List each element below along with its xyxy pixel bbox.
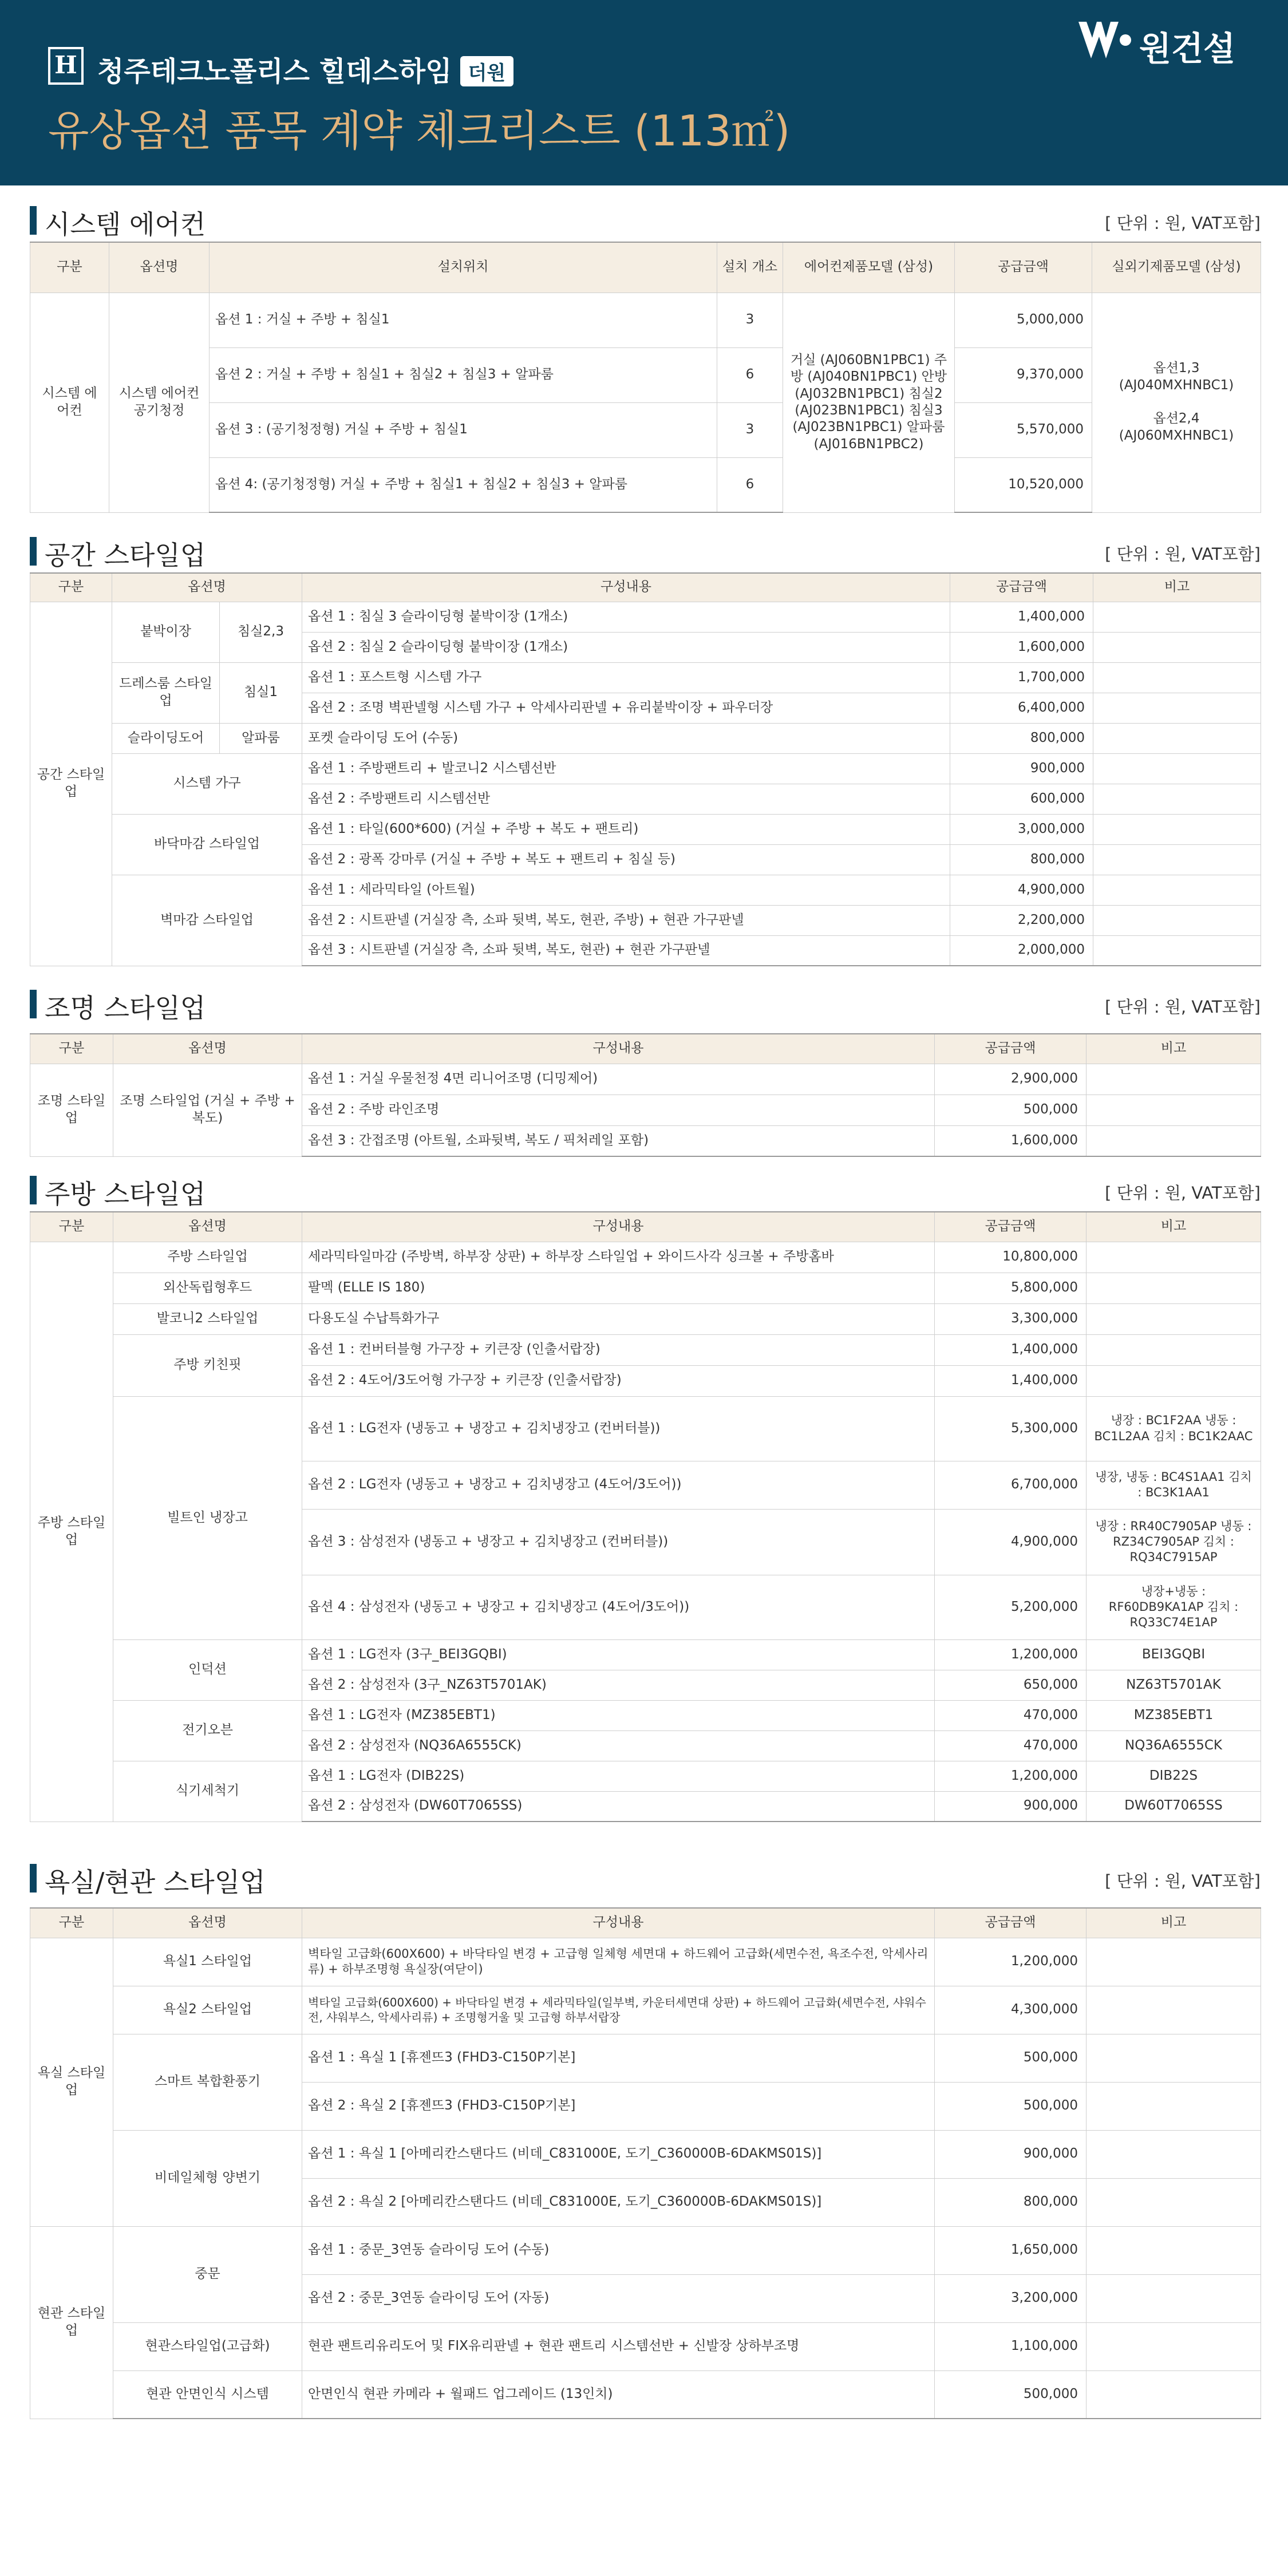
unit-label: [ 단위 : 원, VAT포함] (1105, 1871, 1261, 1891)
content-cell: 옵션 1 : 중문_3연동 슬라이딩 도어 (수동) (302, 2226, 935, 2274)
content-cell: 안면인식 현관 카메라 + 월패드 업그레이드 (13인치) (302, 2370, 935, 2419)
hildesheim-logo-icon: H (48, 47, 84, 85)
company-logo-text: 원건설 (1139, 29, 1236, 68)
note-cell: BEI3GQBI (1086, 1639, 1261, 1670)
note-cell (1086, 1273, 1261, 1303)
note-cell: NQ36A6555CK (1086, 1730, 1261, 1761)
price-cell: 800,000 (950, 844, 1093, 875)
count-cell: 3 (717, 402, 783, 457)
section-title: 주방 스타일업 (45, 1179, 206, 1210)
content-cell: 옵션 1 : LG전자 (MZ385EBT1) (302, 1700, 935, 1730)
option-name-cell: 슬라이딩도어 (112, 723, 220, 753)
price-cell: 800,000 (950, 723, 1093, 753)
col-header: 구분 (30, 1212, 113, 1242)
option-name-cell: 인덕션 (113, 1639, 302, 1700)
price-cell: 1,600,000 (950, 632, 1093, 662)
note-cell (1086, 1064, 1261, 1095)
note-cell (1086, 2274, 1261, 2322)
unit-label: [ 단위 : 원, VAT포함] (1105, 544, 1261, 564)
note-cell (1086, 1125, 1261, 1156)
note-cell: DW60T7065SS (1086, 1791, 1261, 1822)
table-row (30, 2370, 1261, 2419)
room-cell: 알파룸 (220, 723, 302, 753)
option-name-cell: 식기세척기 (113, 1761, 302, 1822)
price-cell: 5,200,000 (935, 1575, 1086, 1639)
content-cell: 옵션 1 : 타일(600*600) (거실 + 주방 + 복도 + 팬트리) (302, 814, 950, 844)
location-cell: 옵션 4: (공기청정형) 거실 + 주방 + 침실1 + 침실2 + 침실3 + 알파룸 (210, 457, 717, 512)
category-cell: 시스템 에어컨 (30, 293, 109, 512)
table-row (30, 602, 1261, 632)
price-cell: 500,000 (935, 2082, 1086, 2130)
table-row (30, 1064, 1261, 1095)
room-cell: 침실1 (220, 662, 302, 723)
section-header (30, 529, 1261, 569)
section-bath-entrance-styleup (30, 1856, 1261, 2419)
option-name-cell: 주방 키친핏 (113, 1334, 302, 1396)
note-cell (1093, 723, 1261, 753)
option-name-cell: 현관 안면인식 시스템 (113, 2370, 302, 2419)
project-name-text: 청주테크노폴리스 힐데스하임 (97, 56, 452, 88)
table-row (30, 662, 1261, 693)
price-cell: 500,000 (935, 1095, 1086, 1125)
price-cell: 2,900,000 (935, 1064, 1086, 1095)
price-cell: 1,200,000 (935, 1938, 1086, 1986)
price-cell: 1,400,000 (935, 1365, 1086, 1396)
content-cell: 옵션 2 : 주방팬트리 시스템선반 (302, 784, 950, 814)
table-row (30, 457, 1261, 512)
col-header: 구분 (30, 1908, 113, 1938)
table-row (30, 1303, 1261, 1334)
content-cell: 옵션 2 : 삼성전자 (NQ36A6555CK) (302, 1730, 935, 1761)
unit-label: [ 단위 : 원, VAT포함] (1105, 1183, 1261, 1203)
col-header: 구성내용 (302, 573, 950, 602)
table-row (30, 1396, 1261, 1461)
note-cell (1086, 2130, 1261, 2178)
content-cell: 옵션 2 : 시트판넬 (거실장 측, 소파 뒷벽, 복도, 현관, 주방) + 현관 가구판넬 (302, 905, 950, 935)
kitchen-table (30, 1211, 1261, 1822)
table-row (30, 293, 1261, 347)
price-cell: 1,100,000 (935, 2322, 1086, 2370)
table-row (30, 753, 1261, 784)
option-name-cell: 전기오븐 (113, 1700, 302, 1761)
category-cell: 현관 스타일업 (30, 2226, 113, 2419)
content-cell: 포켓 슬라이딩 도어 (수동) (302, 723, 950, 753)
table-row (30, 2034, 1261, 2082)
price-cell: 1,650,000 (935, 2226, 1086, 2274)
col-header: 공급금액 (935, 1212, 1086, 1242)
price-cell: 2,000,000 (950, 935, 1093, 966)
price-cell: 5,800,000 (935, 1273, 1086, 1303)
note-cell (1086, 1242, 1261, 1273)
count-cell: 6 (717, 347, 783, 402)
section-title: 욕실/현관 스타일업 (45, 1867, 266, 1898)
unit-label: [ 단위 : 원, VAT포함] (1105, 214, 1261, 233)
price-cell: 5,300,000 (935, 1396, 1086, 1461)
location-cell: 옵션 3 : (공기청정형) 거실 + 주방 + 침실1 (210, 402, 717, 457)
content-cell: 옵션 3 : 간접조명 (아트월, 소파뒷벽, 복도 / 픽처레일 포함) (302, 1125, 935, 1156)
content-cell: 옵션 4 : 삼성전자 (냉동고 + 냉장고 + 김치냉장고 (4도어/3도어)) (302, 1575, 935, 1639)
note-cell (1093, 753, 1261, 784)
note-cell (1086, 2082, 1261, 2130)
note-cell (1093, 814, 1261, 844)
table-row (30, 1700, 1261, 1730)
price-cell: 3,200,000 (935, 2274, 1086, 2322)
col-header: 구성내용 (302, 1034, 935, 1064)
content-cell: 옵션 1 : LG전자 (DIB22S) (302, 1761, 935, 1791)
price-cell: 6,700,000 (935, 1461, 1086, 1509)
note-cell (1093, 935, 1261, 966)
col-header: 구성내용 (302, 1212, 935, 1242)
table-row (30, 1938, 1261, 1986)
content-cell: 옵션 1 : 욕실 1 [휴젠뜨3 (FHD3-C150P기본] (302, 2034, 935, 2082)
outdoor-model-cell (1092, 293, 1261, 512)
count-cell: 3 (717, 293, 783, 347)
price-cell: 500,000 (935, 2034, 1086, 2082)
content-cell: 옵션 3 : 시트판넬 (거실장 측, 소파 뒷벽, 복도, 현관) + 현관 가구판넬 (302, 935, 950, 966)
note-cell: MZ385EBT1 (1086, 1700, 1261, 1730)
price-cell: 900,000 (935, 2130, 1086, 2178)
note-cell (1086, 2226, 1261, 2274)
price-cell: 6,400,000 (950, 693, 1093, 723)
section-header (30, 198, 1261, 238)
option-name-cell: 드레스룸 스타일업 (112, 662, 220, 723)
price-cell: 5,000,000 (955, 293, 1092, 347)
table-row (30, 2226, 1261, 2274)
content-cell: 옵션 2 : 욕실 2 [휴젠뜨3 (FHD3-C150P기본] (302, 2082, 935, 2130)
content-cell: 세라믹타일마감 (주방벽, 하부장 상판) + 하부장 스타일업 + 와이드사각 싱크볼 + 주방홈바 (302, 1242, 935, 1273)
option-name-cell: 비데일체형 양변기 (113, 2130, 302, 2226)
price-cell: 1,200,000 (935, 1639, 1086, 1670)
note-cell (1093, 632, 1261, 662)
note-cell: 냉장 : BC1F2AA 냉동 : BC1L2AA 김치 : BC1K2AAC (1086, 1396, 1261, 1461)
price-cell: 1,400,000 (950, 602, 1093, 632)
table-row (30, 1761, 1261, 1791)
company-logo-icon (1076, 17, 1133, 63)
note-cell (1093, 875, 1261, 905)
option-name-cell: 욕실1 스타일업 (113, 1938, 302, 1986)
col-header: 에어컨제품모델 (삼성) (783, 242, 955, 293)
content-cell: 옵션 1 : 주방팬트리 + 발코니2 시스템선반 (302, 753, 950, 784)
content-cell: 옵션 1 : 욕실 1 [아메리칸스탠다드 (비데_C831000E, 도기_C360000B-6DAKMS01S)] (302, 2130, 935, 2178)
note-cell (1093, 662, 1261, 693)
section-system-aircon (30, 198, 1261, 513)
option-name-cell: 중문 (113, 2226, 302, 2322)
indoor-model-cell: 거실 (AJ060BN1PBC1) 주방 (AJ040BN1PBC1) 안방 (AJ032BN1PBC1) 침실2 (AJ023BN1PBC1) 침실3 (AJ023BN1PBC1) 알파룸 (AJ016BN1PBC2) (783, 293, 955, 512)
col-header: 공급금액 (955, 242, 1092, 293)
col-header: 공급금액 (935, 1034, 1086, 1064)
col-header: 옵션명 (109, 242, 210, 293)
content-cell: 옵션 2 : 삼성전자 (DW60T7065SS) (302, 1791, 935, 1822)
option-name-cell: 빌트인 냉장고 (113, 1396, 302, 1639)
note-cell (1086, 2178, 1261, 2226)
price-cell: 4,300,000 (935, 1986, 1086, 2034)
note-cell (1086, 1303, 1261, 1334)
price-cell: 4,900,000 (935, 1509, 1086, 1575)
note-cell: NZ63T5701AK (1086, 1670, 1261, 1700)
outdoor-model-a: 옵션1,3 (AJ040MXHNBC1) (1119, 361, 1234, 393)
content-cell: 옵션 2 : 4도어/3도어형 가구장 + 키큰장 (인출서랍장) (302, 1365, 935, 1396)
price-cell: 1,400,000 (935, 1334, 1086, 1365)
option-name-cell: 바닥마감 스타일업 (112, 814, 302, 875)
price-cell: 10,800,000 (935, 1242, 1086, 1273)
note-cell (1086, 1365, 1261, 1396)
price-cell: 3,000,000 (950, 814, 1093, 844)
content-cell: 옵션 3 : 삼성전자 (냉동고 + 냉장고 + 김치냉장고 (컨버터블)) (302, 1509, 935, 1575)
content-cell: 옵션 2 : 욕실 2 [아메리칸스탠다드 (비데_C831000E, 도기_C360000B-6DAKMS01S)] (302, 2178, 935, 2226)
price-cell: 4,900,000 (950, 875, 1093, 905)
table-row (30, 2130, 1261, 2178)
col-header: 공급금액 (935, 1908, 1086, 1938)
note-cell: DIB22S (1086, 1761, 1261, 1791)
content-cell: 옵션 1 : 세라믹타일 (아트월) (302, 875, 950, 905)
section-marker (30, 537, 37, 566)
option-name-cell: 시스템 에어컨 공기청정 (109, 293, 210, 512)
category-cell: 주방 스타일업 (30, 1242, 113, 1822)
price-cell: 3,300,000 (935, 1303, 1086, 1334)
price-cell: 650,000 (935, 1670, 1086, 1700)
table-row (30, 1986, 1261, 2034)
note-cell (1093, 693, 1261, 723)
price-cell: 1,600,000 (935, 1125, 1086, 1156)
price-cell: 470,000 (935, 1730, 1086, 1761)
section-lighting-styleup (30, 982, 1261, 1157)
col-header: 비고 (1086, 1034, 1261, 1064)
option-name-cell: 욕실2 스타일업 (113, 1986, 302, 2034)
section-header (30, 982, 1261, 1022)
price-cell: 600,000 (950, 784, 1093, 814)
content-cell: 다용도실 수납특화가구 (302, 1303, 935, 1334)
option-name-cell: 시스템 가구 (112, 753, 302, 814)
content-cell: 옵션 1 : 침실 3 슬라이딩형 붙박이장 (1개소) (302, 602, 950, 632)
col-header: 비고 (1086, 1212, 1261, 1242)
project-badge: 더원 (460, 56, 514, 86)
content-cell: 옵션 1 : 컨버터블형 가구장 + 키큰장 (인출서랍장) (302, 1334, 935, 1365)
content-cell: 팔멕 (ELLE IS 180) (302, 1273, 935, 1303)
price-cell: 470,000 (935, 1700, 1086, 1730)
option-name-cell: 벽마감 스타일업 (112, 875, 302, 966)
location-cell: 옵션 1 : 거실 + 주방 + 침실1 (210, 293, 717, 347)
col-header: 설치 개소 (717, 242, 783, 293)
price-cell: 1,200,000 (935, 1761, 1086, 1791)
page-header (0, 0, 1288, 185)
content-cell: 옵션 2 : 광폭 강마루 (거실 + 주방 + 복도 + 팬트리 + 침실 등) (302, 844, 950, 875)
price-cell: 800,000 (935, 2178, 1086, 2226)
table-row (30, 1639, 1261, 1670)
note-cell (1086, 2322, 1261, 2370)
option-name-cell: 발코니2 스타일업 (113, 1303, 302, 1334)
content-cell: 벽타일 고급화(600X600) + 바닥타일 변경 + 세라믹타일(일부벽, 카운터세면대 상판) + 하드웨어 고급화(세면수전, 샤워수전, 샤워부스, 악세사리류) + 조명형거울 및 고급형 하부서랍장 (302, 1986, 935, 2034)
room-cell: 침실2,3 (220, 602, 302, 662)
note-cell (1093, 905, 1261, 935)
option-name-cell: 붙박이장 (112, 602, 220, 662)
note-cell (1086, 1938, 1261, 1986)
section-title: 공간 스타일업 (45, 540, 206, 571)
category-cell: 조명 스타일업 (30, 1064, 113, 1156)
option-name-cell: 조명 스타일업 (거실 + 주방 + 복도) (113, 1064, 302, 1156)
unit-label: [ 단위 : 원, VAT포함] (1105, 997, 1261, 1017)
content-cell: 옵션 2 : LG전자 (냉동고 + 냉장고 + 김치냉장고 (4도어/3도어)) (302, 1461, 935, 1509)
table-row (30, 402, 1261, 457)
price-cell: 900,000 (935, 1791, 1086, 1822)
col-header: 옵션명 (113, 1034, 302, 1064)
category-cell: 공간 스타일업 (30, 602, 112, 966)
note-cell: 냉장, 냉동 : BC4S1AA1 김치 : BC3K1AA1 (1086, 1461, 1261, 1509)
note-cell (1086, 2034, 1261, 2082)
page-title: 유상옵션 품목 계약 체크리스트 (113㎡) (48, 106, 791, 156)
note-cell (1093, 602, 1261, 632)
col-header: 구분 (30, 573, 112, 602)
table-row (30, 875, 1261, 905)
option-name-cell: 현관스타일업(고급화) (113, 2322, 302, 2370)
table-row (30, 2322, 1261, 2370)
content-cell: 옵션 1 : LG전자 (3구_BEI3GQBI) (302, 1639, 935, 1670)
section-marker (30, 1176, 37, 1204)
note-cell (1086, 1334, 1261, 1365)
content-cell: 옵션 2 : 중문_3연동 슬라이딩 도어 (자동) (302, 2274, 935, 2322)
option-name-cell: 주방 스타일업 (113, 1242, 302, 1273)
col-header: 구분 (30, 1034, 113, 1064)
note-cell (1093, 784, 1261, 814)
content-cell: 옵션 1 : 거실 우물천정 4면 리니어조명 (디밍제어) (302, 1064, 935, 1095)
section-header (30, 1856, 1261, 1896)
note-cell: 냉장+냉동 : RF60DB9KA1AP 김치 : RQ33C74E1AP (1086, 1575, 1261, 1639)
section-title: 시스템 에어컨 (45, 209, 206, 240)
note-cell (1086, 1095, 1261, 1125)
price-cell: 1,700,000 (950, 662, 1093, 693)
table-row (30, 1242, 1261, 1273)
col-header: 옵션명 (112, 573, 302, 602)
category-cell: 욕실 스타일업 (30, 1938, 113, 2226)
company-logo (1076, 17, 1248, 69)
note-cell (1086, 2370, 1261, 2419)
note-cell: 냉장 : RR40C7905AP 냉동 : RZ34C7905AP 김치 : RQ34C7915AP (1086, 1509, 1261, 1575)
location-cell: 옵션 2 : 거실 + 주방 + 침실1 + 침실2 + 침실3 + 알파룸 (210, 347, 717, 402)
count-cell: 6 (717, 457, 783, 512)
price-cell: 900,000 (950, 753, 1093, 784)
table-row (30, 347, 1261, 402)
note-cell (1093, 844, 1261, 875)
col-header: 공급금액 (950, 573, 1093, 602)
project-name (97, 49, 513, 89)
col-header: 설치위치 (210, 242, 717, 293)
content-cell: 현관 팬트리유리도어 및 FIX유리판넬 + 현관 팬트리 시스템선반 + 신발장 상하부조명 (302, 2322, 935, 2370)
note-cell (1086, 1986, 1261, 2034)
section-header (30, 1168, 1261, 1208)
col-header: 구분 (30, 242, 109, 293)
table-row (30, 1273, 1261, 1303)
section-marker (30, 990, 37, 1018)
section-kitchen-styleup (30, 1168, 1261, 1822)
col-header: 옵션명 (113, 1908, 302, 1938)
bath-entrance-table (30, 1907, 1261, 2419)
option-name-cell: 스마트 복합환풍기 (113, 2034, 302, 2130)
section-marker (30, 1864, 37, 1893)
price-cell: 2,200,000 (950, 905, 1093, 935)
section-title: 조명 스타일업 (45, 993, 206, 1024)
content-cell: 옵션 2 : 조명 벽판넬형 시스템 가구 + 악세사리판넬 + 유리붙박이장 + 파우더장 (302, 693, 950, 723)
price-cell: 10,520,000 (955, 457, 1092, 512)
table-row (30, 723, 1261, 753)
section-space-styleup (30, 529, 1261, 966)
content-cell: 옵션 2 : 침실 2 슬라이딩형 붙박이장 (1개소) (302, 632, 950, 662)
content-cell: 옵션 2 : 주방 라인조명 (302, 1095, 935, 1125)
price-cell: 5,570,000 (955, 402, 1092, 457)
outdoor-model-b: 옵션2,4 (AJ060MXHNBC1) (1119, 411, 1234, 443)
option-name-cell: 외산독립형후드 (113, 1273, 302, 1303)
content-cell: 옵션 1 : LG전자 (냉동고 + 냉장고 + 김치냉장고 (컨버터블)) (302, 1396, 935, 1461)
content-cell: 옵션 1 : 포스트형 시스템 가구 (302, 662, 950, 693)
col-header: 실외기제품모델 (삼성) (1092, 242, 1261, 293)
section-marker (30, 206, 37, 235)
table-row (30, 1334, 1261, 1365)
price-cell: 500,000 (935, 2370, 1086, 2419)
space-table (30, 572, 1261, 966)
lighting-table (30, 1033, 1261, 1157)
content-cell: 옵션 2 : 삼성전자 (3구_NZ63T5701AK) (302, 1670, 935, 1700)
aircon-table (30, 242, 1261, 513)
col-header: 구성내용 (302, 1908, 935, 1938)
col-header: 비고 (1093, 573, 1261, 602)
table-row (30, 814, 1261, 844)
col-header: 옵션명 (113, 1212, 302, 1242)
price-cell: 9,370,000 (955, 347, 1092, 402)
col-header: 비고 (1086, 1908, 1261, 1938)
content-cell: 벽타일 고급화(600X600) + 바닥타일 변경 + 고급형 일체형 세면대 + 하드웨어 고급화(세면수전, 욕조수전, 악세사리류) + 하부조명형 욕실장(여닫이) (302, 1938, 935, 1986)
